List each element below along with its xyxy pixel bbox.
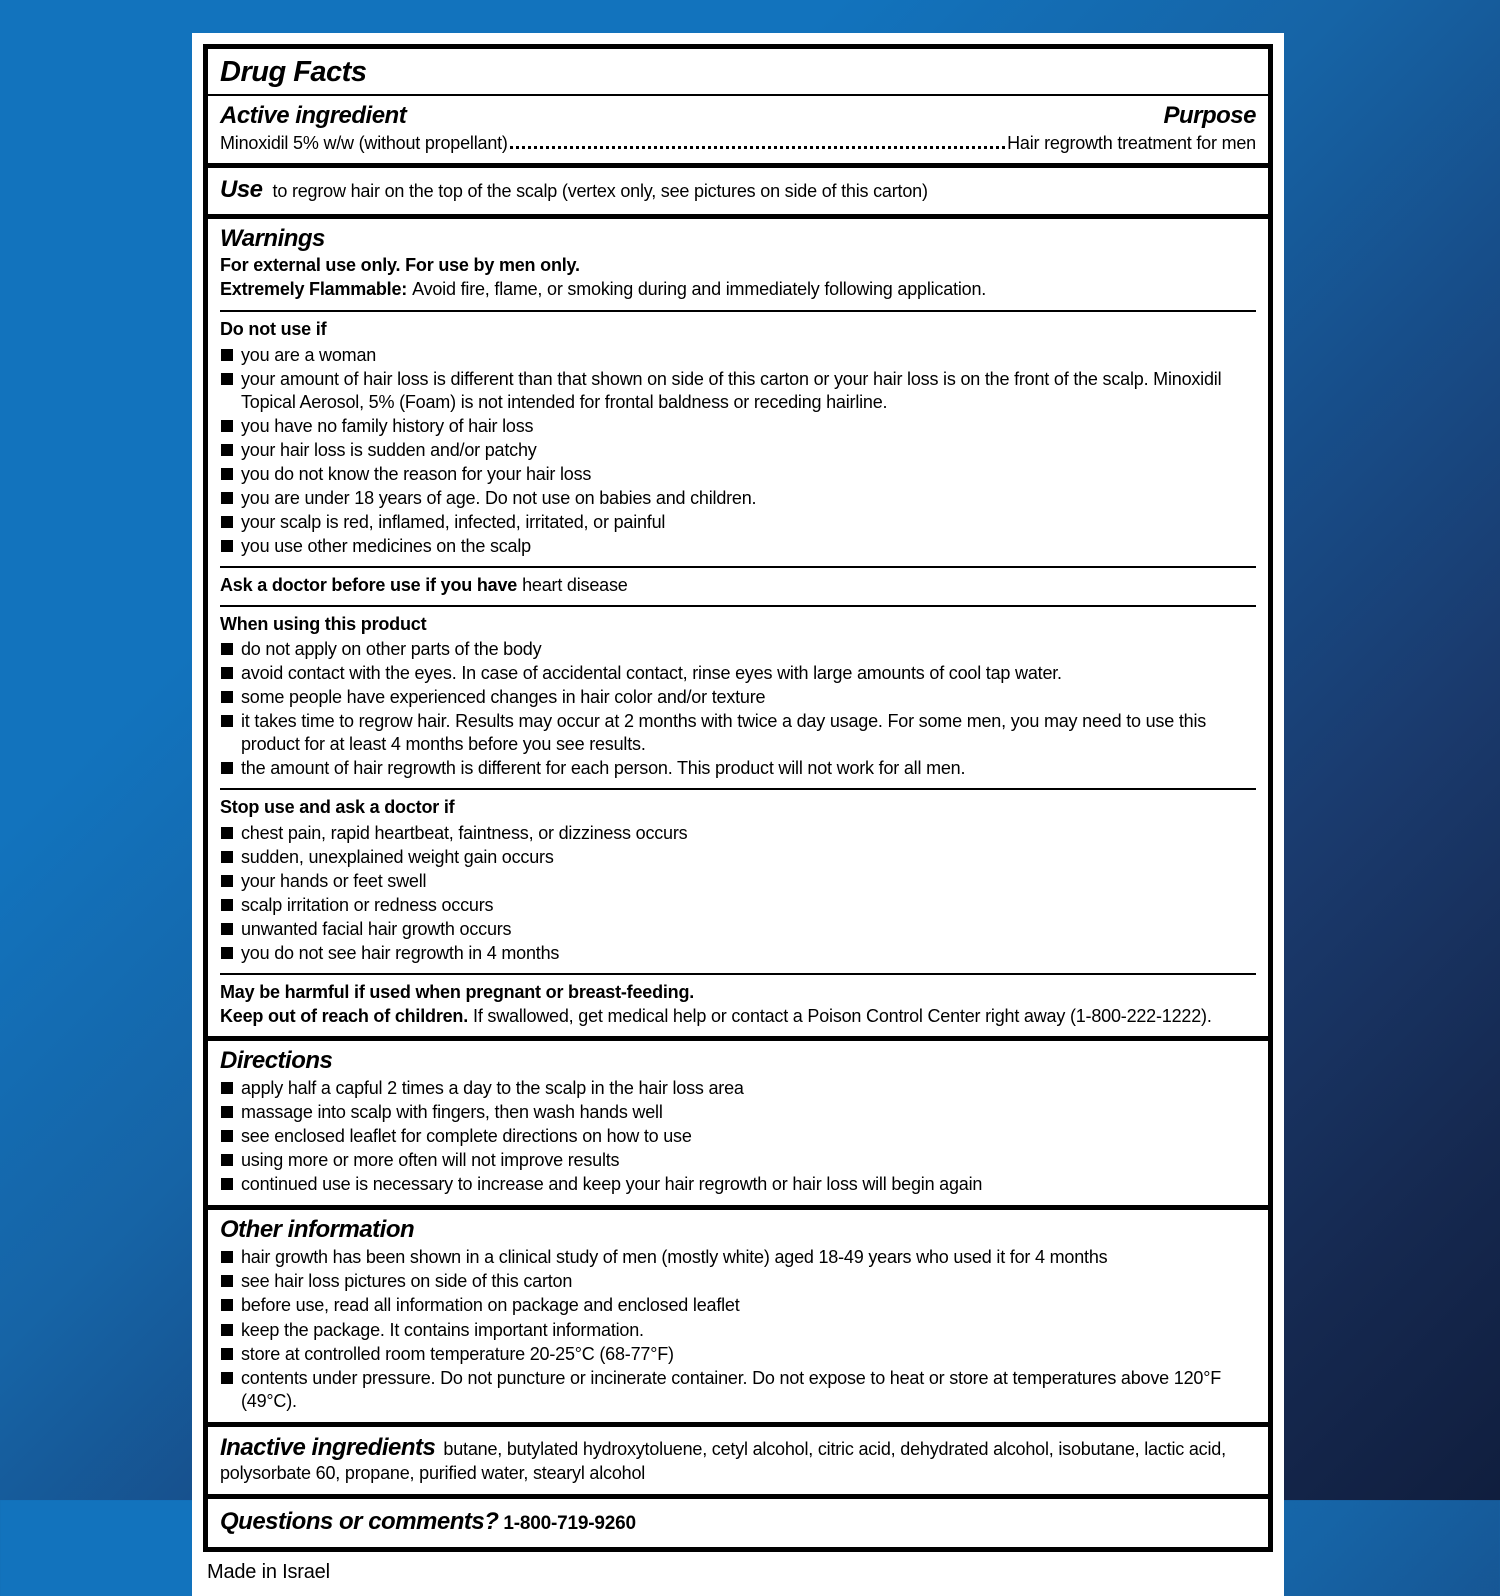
do-not-use-list (220, 344, 1256, 558)
square-bullet-icon (221, 851, 233, 863)
other-information-heading: Other information (220, 1216, 415, 1244)
square-bullet-icon (221, 691, 233, 703)
when-using-list (220, 638, 1256, 780)
active-ingredient-section (208, 96, 1268, 163)
ask-doctor-heading: Ask a doctor before use if you have (220, 574, 518, 595)
list-item: scalp irritation or redness occurs (220, 894, 1256, 917)
list-item: store at controlled room temperature 20-25°C (68-77°F) (220, 1343, 1256, 1366)
square-bullet-icon (221, 1348, 233, 1360)
square-bullet-icon (221, 667, 233, 679)
list-item: unwanted facial hair growth occurs (220, 918, 1256, 941)
questions-section (208, 1494, 1268, 1547)
list-item: see hair loss pictures on side of this carton (220, 1270, 1256, 1293)
list-item: keep the package. It contains important information. (220, 1319, 1256, 1342)
list-item: hair growth has been shown in a clinical study of men (mostly white) aged 18-49 years who used it for 4 months (220, 1246, 1256, 1269)
made-in-label: Made in Israel (207, 1560, 330, 1583)
list-item: using more or more often will not improve results (220, 1149, 1256, 1172)
do-not-use-heading: Do not use if (220, 319, 327, 340)
keep-out-warning-text: If swallowed, get medical help or contact a Poison Control Center right away (1-800-222-1222). (473, 1006, 1212, 1027)
square-bullet-icon (221, 1251, 233, 1263)
purpose-value: Hair regrowth treatment for men (1007, 133, 1256, 153)
square-bullet-icon (221, 1299, 233, 1311)
list-item: it takes time to regrow hair. Results may occur at 2 months with twice a day usage. For some men, you may need to use this product for at least 4 months before you see results. (220, 710, 1256, 756)
square-bullet-icon (221, 540, 233, 552)
inactive-ingredients-heading: Inactive ingredients (220, 1433, 436, 1461)
square-bullet-icon (221, 1082, 233, 1094)
external-use-warning: For external use only. For use by men only. (220, 255, 580, 276)
square-bullet-icon (221, 762, 233, 774)
square-bullet-icon (221, 468, 233, 480)
list-item: contents under pressure. Do not puncture or incinerate container. Do not expose to heat or store at temperatures above 120°F (49°C). (220, 1367, 1256, 1413)
flammable-warning-bold: Extremely Flammable: (220, 279, 408, 300)
list-item: you are a woman (220, 344, 1256, 367)
list-item: sudden, unexplained weight gain occurs (220, 846, 1256, 869)
directions-list (220, 1077, 1256, 1196)
when-using-subsection (220, 605, 1256, 788)
square-bullet-icon (221, 1275, 233, 1287)
list-item: you do not see hair regrowth in 4 months (220, 942, 1256, 965)
questions-heading: Questions or comments? (220, 1507, 499, 1535)
active-ingredient-heading: Active ingredient (220, 102, 407, 129)
directions-section (208, 1036, 1268, 1205)
warnings-header-block (208, 219, 1268, 310)
square-bullet-icon (221, 643, 233, 655)
list-item: your hair loss is sudden and/or patchy (220, 439, 1256, 462)
warnings-section (208, 214, 1268, 1036)
keep-out-warning-bold: Keep out of reach of children. (220, 1006, 469, 1027)
flammable-warning (220, 278, 1256, 301)
list-item: the amount of hair regrowth is different for each person. This product will not work for all men. (220, 757, 1256, 780)
when-using-heading: When using this product (220, 613, 427, 634)
square-bullet-icon (221, 1324, 233, 1336)
list-item: you have no family history of hair loss (220, 415, 1256, 438)
dotted-leader (510, 146, 1005, 149)
use-text: to regrow hair on the top of the scalp (vertex only, see pictures on side of this carton) (272, 181, 928, 202)
keep-out-warning (220, 1005, 1256, 1028)
square-bullet-icon (221, 1106, 233, 1118)
square-bullet-icon (221, 1154, 233, 1166)
ask-doctor-line (220, 574, 1256, 597)
square-bullet-icon (221, 899, 233, 911)
purpose-heading: Purpose (1163, 102, 1256, 129)
list-item: you use other medicines on the scalp (220, 535, 1256, 558)
square-bullet-icon (221, 516, 233, 528)
list-item: massage into scalp with fingers, then wash hands well (220, 1101, 1256, 1124)
list-item: you do not know the reason for your hair loss (220, 463, 1256, 486)
list-item: your scalp is red, inflamed, infected, irritated, or painful (220, 511, 1256, 534)
list-item: do not apply on other parts of the body (220, 638, 1256, 661)
inactive-ingredients-text: butane, butylated hydroxytoluene, cetyl alcohol, citric acid, dehydrated alcohol, isobutane, lactic acid, polysorbate 60, propane, purified water, stearyl alcohol (220, 1438, 1226, 1483)
square-bullet-icon (221, 827, 233, 839)
flammable-warning-text: Avoid fire, flame, or smoking during and immediately following application. (412, 279, 987, 300)
square-bullet-icon (221, 349, 233, 361)
other-information-list (220, 1246, 1256, 1412)
list-item: chest pain, rapid heartbeat, faintness, or dizziness occurs (220, 822, 1256, 845)
title-section (208, 49, 1268, 96)
use-heading: Use (220, 176, 263, 204)
stop-use-heading: Stop use and ask a doctor if (220, 797, 455, 818)
drug-facts-panel (192, 33, 1284, 1596)
list-item: you are under 18 years of age. Do not use on babies and children. (220, 487, 1256, 510)
warnings-heading: Warnings (220, 225, 325, 253)
questions-phone: 1-800-719-9260 (503, 1512, 636, 1534)
list-item: before use, read all information on package and enclosed leaflet (220, 1294, 1256, 1317)
list-item: see enclosed leaflet for complete directions on how to use (220, 1125, 1256, 1148)
ask-doctor-text: heart disease (522, 574, 628, 595)
stop-use-subsection (220, 788, 1256, 972)
square-bullet-icon (221, 373, 233, 385)
stop-use-list (220, 822, 1256, 965)
square-bullet-icon (221, 492, 233, 504)
square-bullet-icon (221, 1372, 233, 1384)
square-bullet-icon (221, 1178, 233, 1190)
square-bullet-icon (221, 1130, 233, 1142)
list-item: some people have experienced changes in hair color and/or texture (220, 686, 1256, 709)
square-bullet-icon (221, 923, 233, 935)
square-bullet-icon (221, 875, 233, 887)
use-section (208, 163, 1268, 214)
list-item: your hands or feet swell (220, 870, 1256, 893)
list-item: continued use is necessary to increase and keep your hair regrowth or hair loss will begin again (220, 1173, 1256, 1196)
list-item: your amount of hair loss is different than that shown on side of this carton or your hair loss is on the front of the scalp. Minoxidil Topical Aerosol, 5% (Foam) is not intended for frontal baldness or receding hairline. (220, 368, 1256, 414)
pregnancy-warning: May be harmful if used when pregnant or breast-feeding. (220, 981, 695, 1002)
ingredient-name: Minoxidil 5% w/w (without propellant) (220, 133, 508, 153)
list-item: apply half a capful 2 times a day to the scalp in the hair loss area (220, 1077, 1256, 1100)
other-information-section (208, 1205, 1268, 1421)
square-bullet-icon (221, 444, 233, 456)
directions-heading: Directions (220, 1047, 333, 1075)
square-bullet-icon (221, 715, 233, 727)
list-item: avoid contact with the eyes. In case of accidental contact, rinse eyes with large amounts of cool tap water. (220, 662, 1256, 685)
drug-facts-box (203, 44, 1273, 1552)
square-bullet-icon (221, 420, 233, 432)
inactive-ingredients-section (208, 1422, 1268, 1494)
do-not-use-subsection (220, 310, 1256, 566)
square-bullet-icon (221, 947, 233, 959)
pregnancy-subsection (220, 973, 1256, 1036)
ask-doctor-subsection (220, 566, 1256, 605)
drug-facts-title: Drug Facts (220, 56, 367, 88)
